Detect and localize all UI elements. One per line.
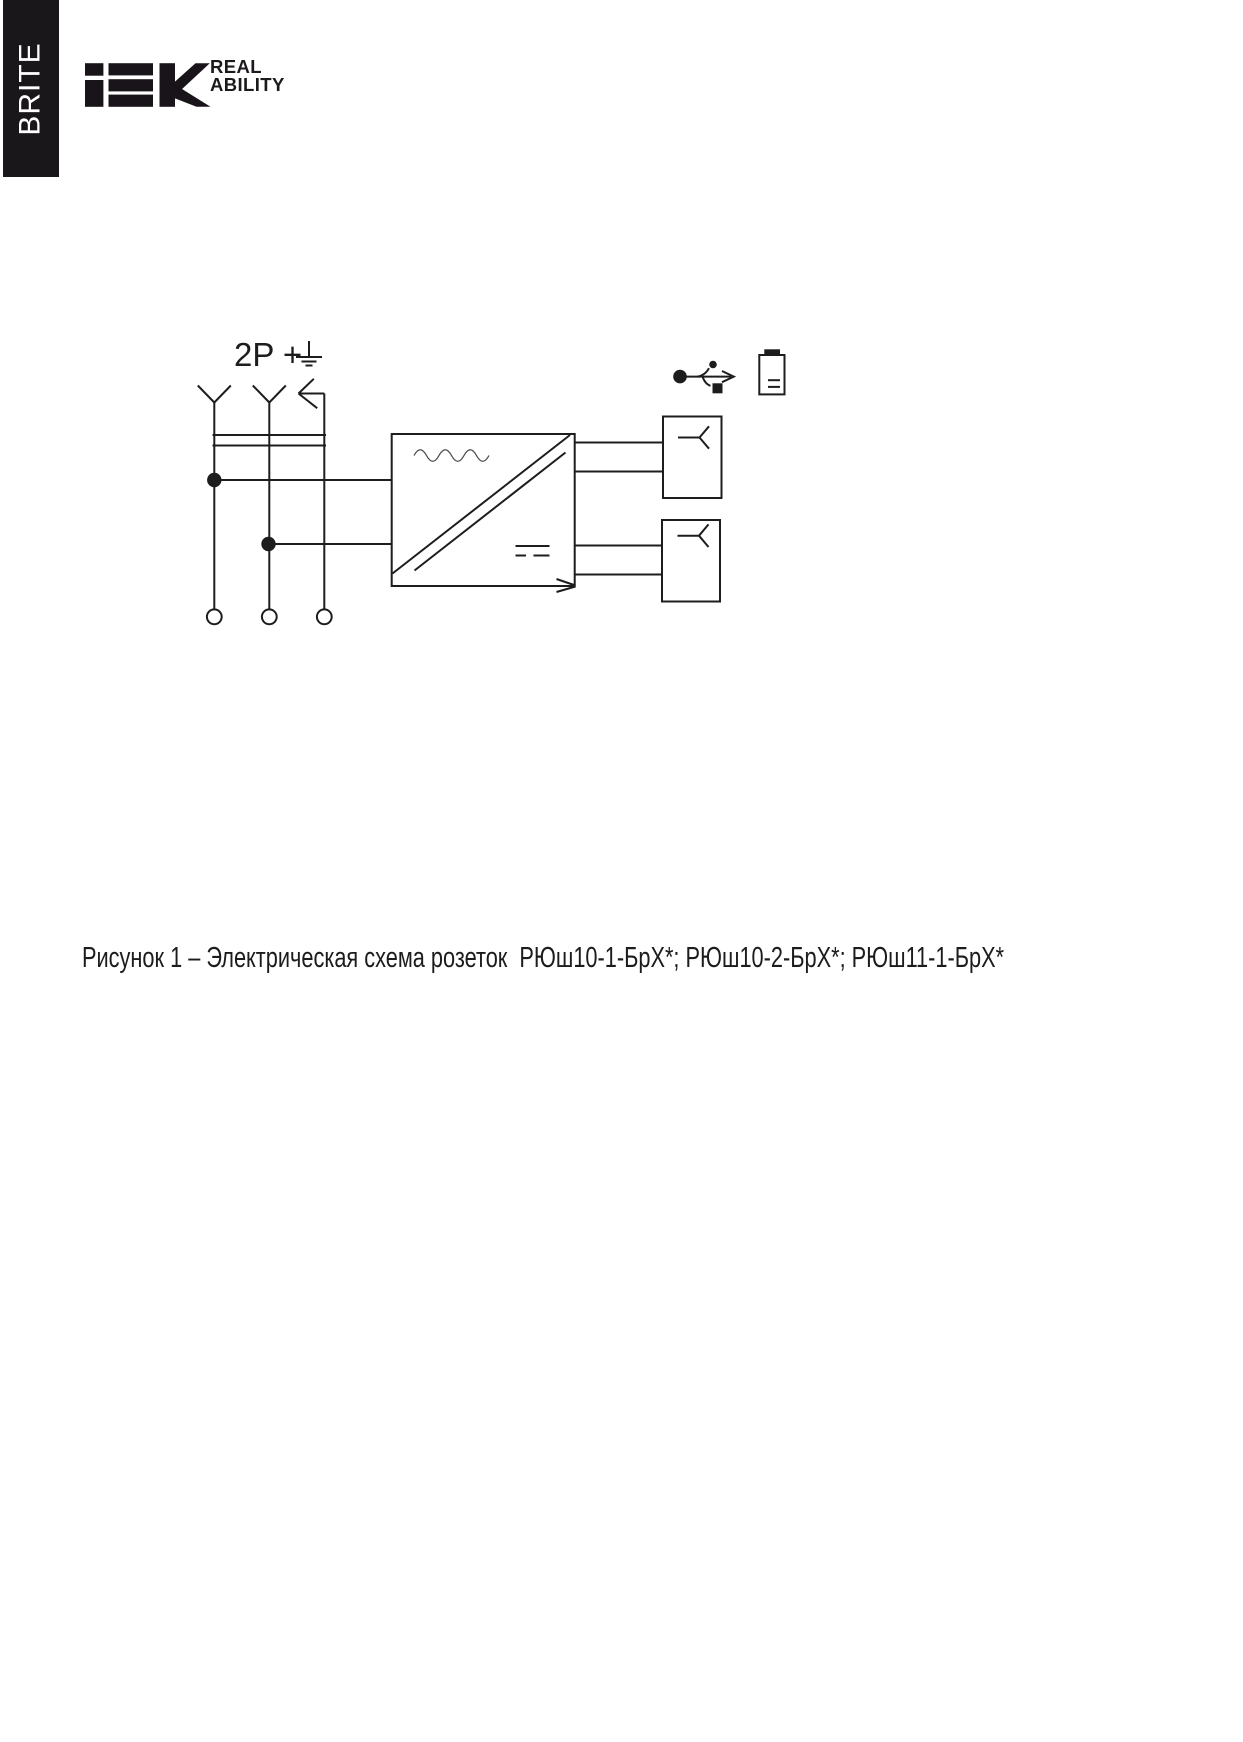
ac-wave-icon [414,450,489,462]
socket-output-1 [663,417,722,499]
terminal-circles [207,609,332,624]
battery-icon [759,349,784,394]
fork-pin-icon-2 [253,386,286,403]
figure-caption: Рисунок 1 – Электрическая схема розеток РЮш10-1-БрХ*; РЮш10-2-БрХ*; РЮш11-1-БрХ* [82,942,1005,974]
socket-output-2 [662,520,720,602]
ac-dc-converter-box [392,434,576,592]
pole-label: 2P + [234,336,303,373]
iek-logo [80,55,215,115]
input-conductors [214,394,324,610]
iek-logo-glyphs [85,63,211,107]
usb-icon [673,361,734,394]
brite-banner-label: BRITE [14,41,48,136]
brand-tagline-line1: REAL [210,56,262,77]
brand-tagline-line2: ABILITY [210,73,285,95]
dc-lines-icon [516,546,550,556]
output-wires [575,443,663,575]
converter-input-wires [214,480,391,544]
left-arrow-pin-icon [299,379,325,408]
brand-tagline [210,58,285,93]
fork-pin-icon-1 [198,386,231,403]
socket-contact-icon [678,524,709,547]
circuit-diagram [140,290,820,640]
socket-contact-icon [678,426,709,448]
brite-banner [3,0,59,177]
